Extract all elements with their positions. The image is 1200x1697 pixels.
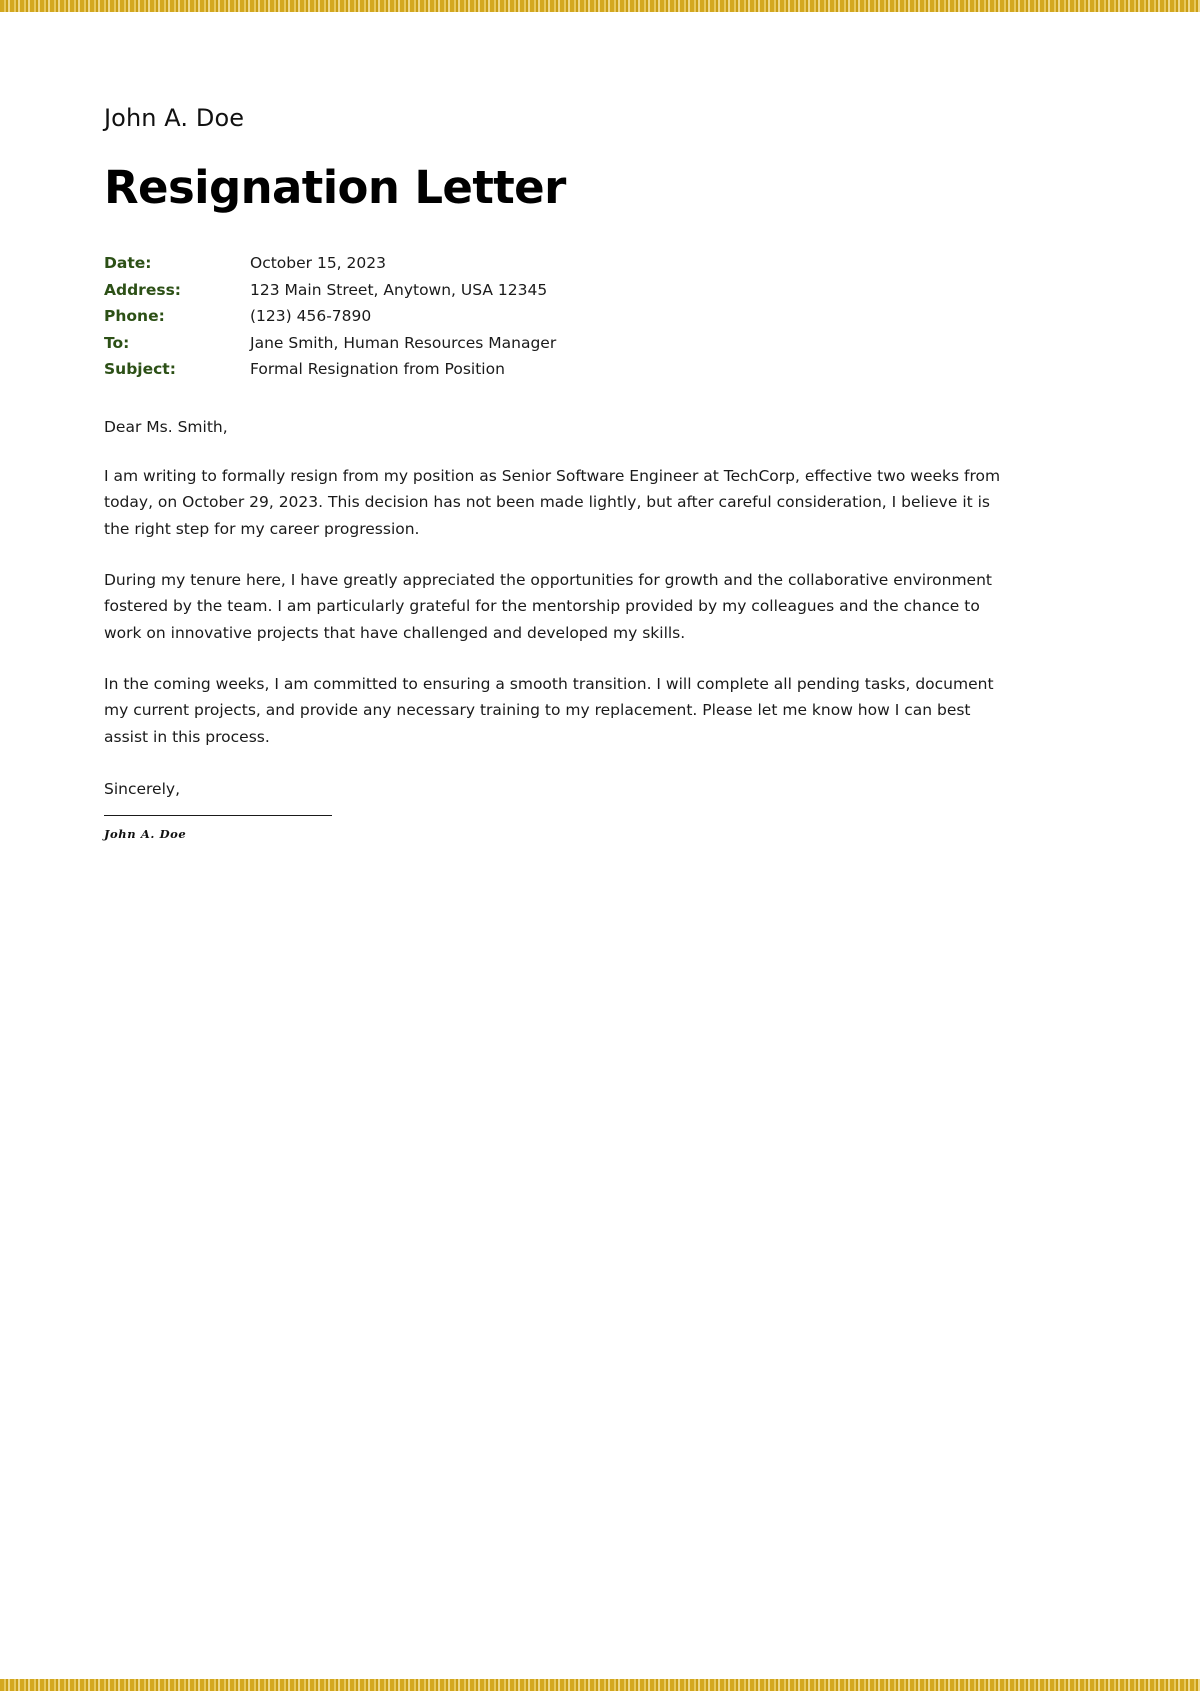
table-row xyxy=(104,277,556,304)
salutation: Dear Ms. Smith, xyxy=(104,417,228,436)
meta-value-subject: Formal Resignation from Position xyxy=(250,360,505,379)
sender-name: John A. Doe xyxy=(104,104,245,132)
meta-value-to: Jane Smith, Human Resources Manager xyxy=(250,333,557,352)
meta-value-date: October 15, 2023 xyxy=(250,254,386,273)
body-paragraph-2: During my tenure here, I have greatly appreciated the opportunities for growth and the collaborative environment fostered by the team. I am particularly grateful for the mentorship provided by my colleagues and the chance to work on innovative projects that have challenged and developed my skills. xyxy=(104,570,992,643)
table-row xyxy=(104,330,556,357)
meta-value-address: 123 Main Street, Anytown, USA 12345 xyxy=(250,280,548,299)
letter-page xyxy=(104,0,1002,841)
closing-salutation: Sincerely, xyxy=(104,779,181,798)
table-row xyxy=(104,356,556,383)
bottom-decorative-border xyxy=(0,1679,1200,1691)
meta-label-phone: Phone: xyxy=(104,307,165,326)
meta-label-to: To: xyxy=(104,333,130,352)
body-paragraph-3: In the coming weeks, I am committed to ensuring a smooth transition. I will complete all pending tasks, document my current projects, and provide any necessary training to my replacement. Please let me know how I can best assist in this process. xyxy=(104,674,994,747)
meta-label-address: Address: xyxy=(104,280,181,299)
letter-body xyxy=(104,415,1002,841)
body-paragraph-1: I am writing to formally resign from my position as Senior Software Engineer at TechCorp, effective two weeks from today, on October 29, 2023. This decision has not been made lightly, but after careful consideration, I believe it is the right step for my career progression. xyxy=(104,466,1001,539)
signature-name: John A. Doe xyxy=(104,826,187,841)
meta-label-subject: Subject: xyxy=(104,360,176,379)
table-row xyxy=(104,303,556,330)
page-title: Resignation Letter xyxy=(104,160,566,214)
metadata-body xyxy=(104,250,556,383)
table-row xyxy=(104,250,556,277)
meta-value-phone: (123) 456-7890 xyxy=(250,307,372,326)
metadata-table xyxy=(104,250,556,383)
meta-label-date: Date: xyxy=(104,254,152,273)
